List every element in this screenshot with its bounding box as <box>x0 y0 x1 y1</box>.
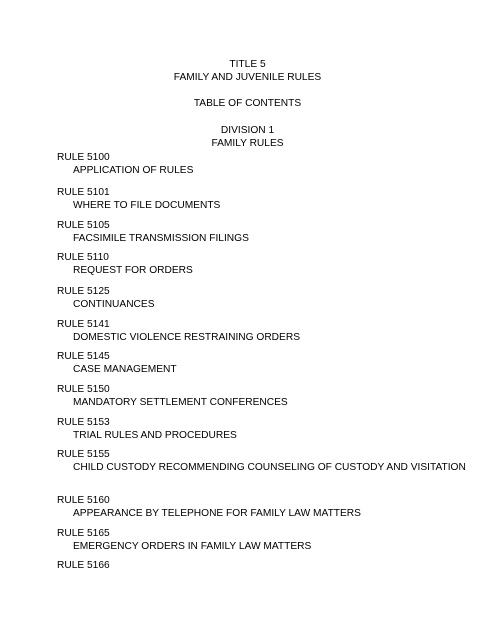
rule-number: RULE 5165 <box>57 528 110 539</box>
rule-entry <box>57 151 467 177</box>
rule-entry <box>57 219 467 245</box>
rule-number: RULE 5101 <box>57 187 110 198</box>
rule-number: RULE 5125 <box>57 286 110 297</box>
rule-number: RULE 5153 <box>57 417 110 428</box>
rule-number: RULE 5160 <box>57 495 110 506</box>
rule-title: TRIAL RULES AND PROCEDURES <box>73 430 237 441</box>
rule-number: RULE 5141 <box>57 319 110 330</box>
rule-entry <box>57 527 467 553</box>
rule-entry <box>57 350 467 376</box>
rule-number: RULE 5166 <box>57 560 110 571</box>
rule-title: CASE MANAGEMENT <box>73 364 177 375</box>
rule-title: MANDATORY SETTLEMENT CONFERENCES <box>73 397 288 408</box>
title-subtitle: FAMILY AND JUVENILE RULES <box>173 72 322 83</box>
rule-number: RULE 5155 <box>57 449 110 460</box>
rule-entry <box>57 318 467 344</box>
rule-entry <box>57 416 467 442</box>
rule-entry <box>57 448 467 474</box>
division-line: DIVISION 1 <box>220 125 275 136</box>
rule-title: FACSIMILE TRANSMISSION FILINGS <box>73 233 249 244</box>
rule-entry <box>57 383 467 409</box>
rule-title: EMERGENCY ORDERS IN FAMILY LAW MATTERS <box>73 541 312 552</box>
title-line: TITLE 5 <box>229 59 266 70</box>
rule-number: RULE 5110 <box>57 252 109 263</box>
rule-title: CONTINUANCES <box>73 299 155 310</box>
rule-number: RULE 5150 <box>57 384 110 395</box>
toc-heading: TABLE OF CONTENTS <box>193 98 302 109</box>
rule-title: DOMESTIC VIOLENCE RESTRAINING ORDERS <box>73 332 300 343</box>
rule-entry <box>57 494 467 520</box>
rule-title: WHERE TO FILE DOCUMENTS <box>73 200 221 211</box>
rule-title: APPEARANCE BY TELEPHONE FOR FAMILY LAW MATTERS <box>73 508 361 519</box>
rule-number: RULE 5100 <box>57 152 110 163</box>
rule-number: RULE 5145 <box>57 351 110 362</box>
rule-entry <box>57 251 467 277</box>
rule-entry <box>57 186 467 212</box>
rule-title: APPLICATION OF RULES <box>73 165 194 176</box>
rule-title: REQUEST FOR ORDERS <box>73 265 193 276</box>
rule-number: RULE 5105 <box>57 220 110 231</box>
rule-title: CHILD CUSTODY RECOMMENDING COUNSELING OF CUSTODY AND VISITATION <box>73 462 466 473</box>
division-name: FAMILY RULES <box>211 138 284 149</box>
rule-entry <box>57 285 467 311</box>
rule-entry <box>57 559 467 572</box>
